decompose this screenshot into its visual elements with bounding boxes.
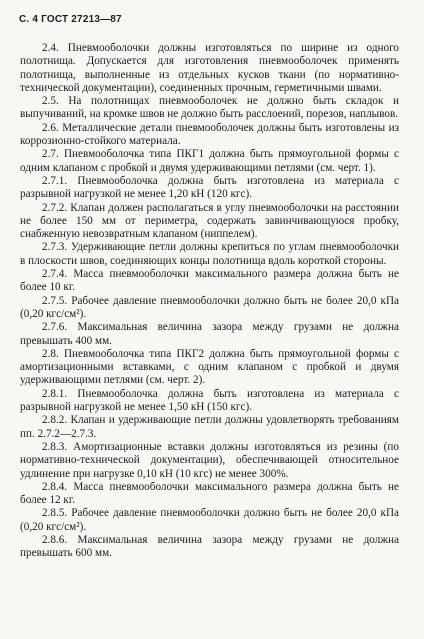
paragraph-2-7-3: 2.7.3. Удерживающие петли должны крепиться по углам пневмооболочки в плоскости швов, соединяющих концы полотнища вдоль короткой стороны. bbox=[20, 241, 399, 267]
paragraph-2-8-5: 2.8.5. Рабочее давление пневмооболочки должно быть не более 20,0 кПа (0,20 кгс/см²). bbox=[20, 507, 399, 533]
paragraph-2-7: 2.7. Пневмооболочка типа ПКГ1 должна быть прямоугольной формы с одним клапаном с пробкой и двумя удерживающими петлями (см. черт. 1). bbox=[20, 148, 399, 174]
paragraph-2-8-2: 2.8.2. Клапан и удерживающие петли должны удовлетворять требованиям пп. 2.7.2—2.7.3. bbox=[20, 414, 399, 440]
paragraph-2-6: 2.6. Металлические детали пневмооболочек должны быть изготовлены из коррозионно-стойкого материала. bbox=[20, 121, 399, 148]
paragraph-2-7-2: 2.7.2. Клапан должен располагаться в углу пневмооболочки на расстоянии не более 150 мм от периметра, содержать завинчивающуюся пробку, снабженную невозвратным клапаном (ниппелем). bbox=[20, 201, 399, 241]
paragraph-2-7-1: 2.7.1. Пневмооболочка должна быть изготовлена из материала с разрывной нагрузкой не менее 1,20 кН (120 кгс). bbox=[20, 174, 399, 201]
paragraph-2-7-5: 2.7.5. Рабочее давление пневмооболочки должно быть не более 20,0 кПа (0,20 кгс/см²). bbox=[20, 294, 399, 320]
paragraph-2-8-6: 2.8.6. Максимальная величина зазора между грузами не должна превышать 600 мм. bbox=[20, 533, 399, 560]
paragraph-2-7-6: 2.7.6. Максимальная величина зазора между грузами не должна превышать 400 мм. bbox=[20, 321, 399, 347]
paragraph-2-5: 2.5. На полотнищах пневмооболочек не должно быть складок и выпучиваний, на кромке швов не должно быть расслоений, порезов, наплывов. bbox=[20, 95, 399, 121]
paragraph-2-8-4: 2.8.4. Масса пневмооболочки максимального размера должна быть не более 12 кг. bbox=[20, 480, 399, 507]
page-header: С. 4 ГОСТ 27213—87 bbox=[19, 14, 122, 25]
document-body bbox=[20, 42, 399, 561]
paragraph-2-8-3: 2.8.3. Амортизационные вставки должны изготовляться из резины (по нормативно-технической документации), обеспечивающей относительное удлинение при нагрузке 0,10 кН (10 кгс) не менее 300%. bbox=[20, 440, 399, 480]
paragraph-2-4: 2.4. Пневмооболочки должны изготовляться по ширине из одного полотнища. Допускается для изготовления пневмооболочек применять полотнища, выполненные из отдельных кусков ткани (по нормативно-технической документации), соединенных прочным, герметичными швами. bbox=[20, 42, 399, 94]
paragraph-2-7-4: 2.7.4. Масса пневмооболочки максимального размера должна быть не более 10 кг. bbox=[20, 268, 399, 294]
paragraph-2-8: 2.8. Пневмооболочка типа ПКГ2 должна быть прямоугольной формы с амортизационными вставками, с одним клапаном с пробкой и двумя удерживающими петлями (см. черт. 2). bbox=[20, 347, 399, 387]
paragraph-2-8-1: 2.8.1. Пневмооболочка должна быть изготовлена из материала с разрывной нагрузкой не менее 1,50 кН (150 кгс). bbox=[20, 387, 399, 414]
